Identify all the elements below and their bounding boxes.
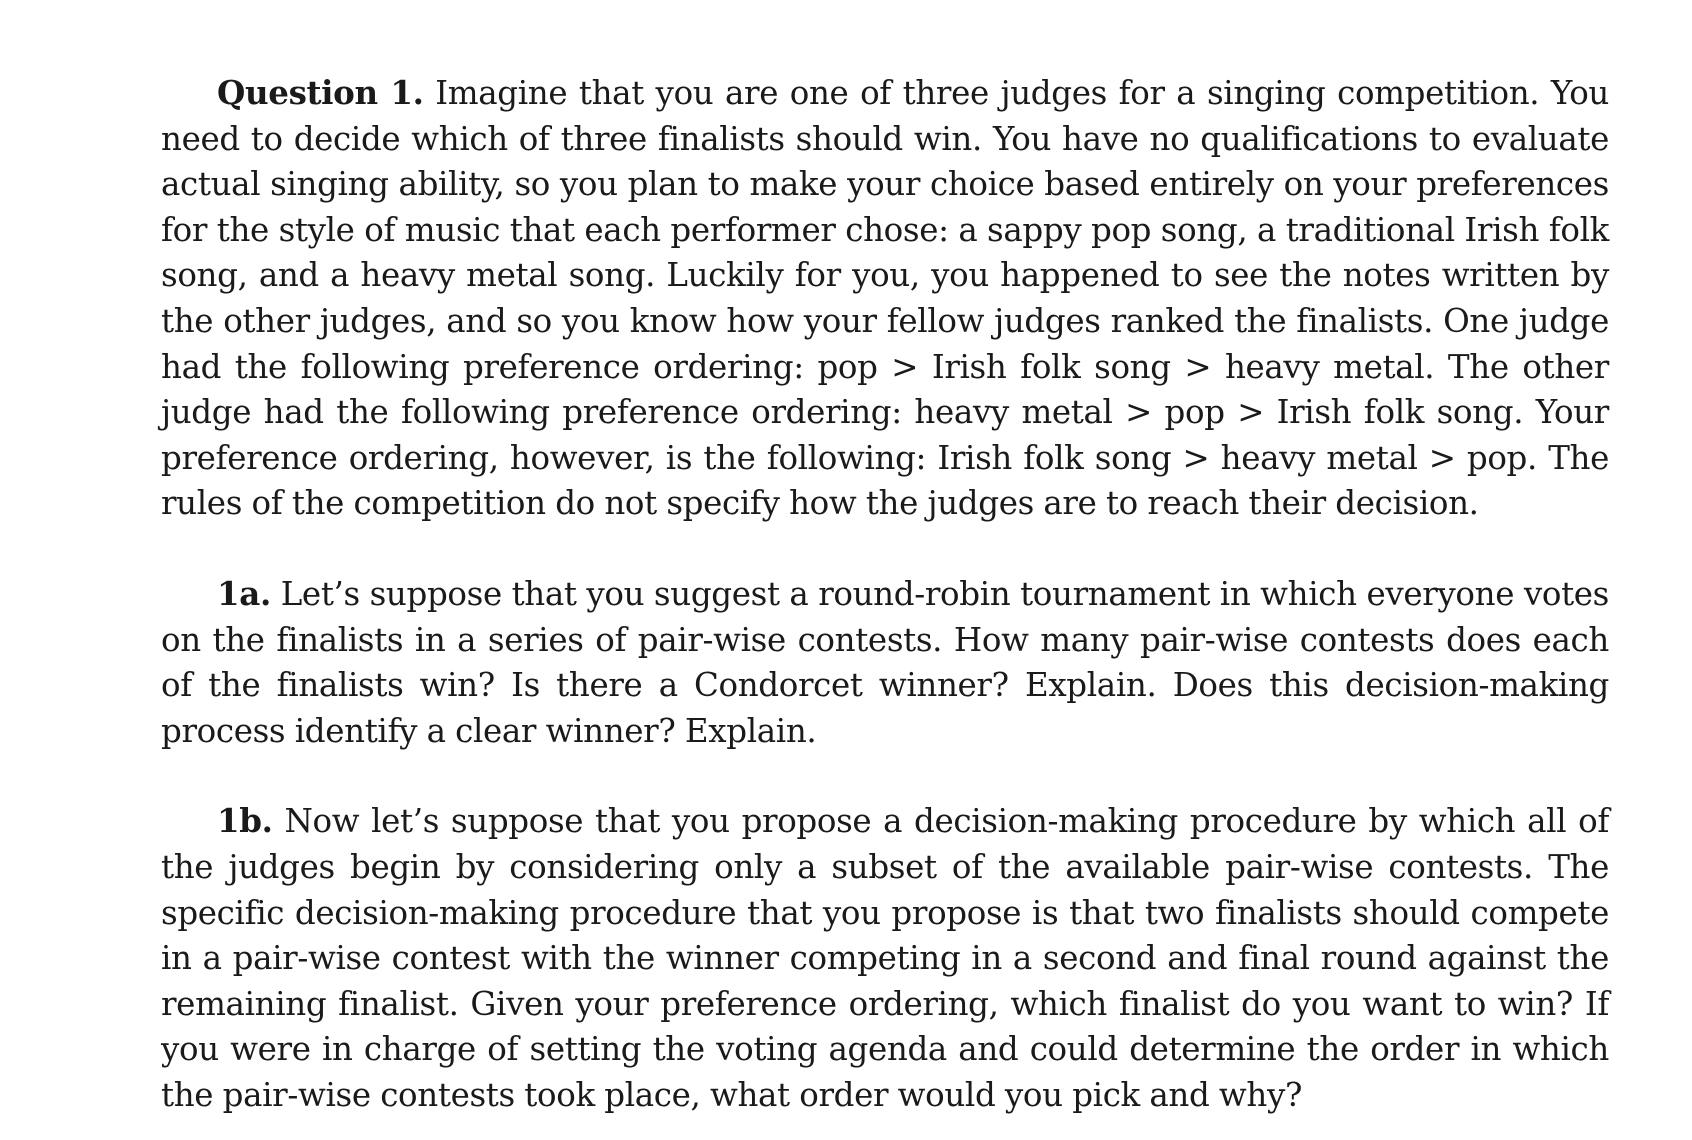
question-text: Imagine that you are one of three judges for a singing competition. You need to decide which of three finalists should win. You have no qualifications to evaluate actual singing ability, so you plan to make your choice based entirely on your preferences for the style of music that each performer chose: a sappy pop song, a traditional Irish folk song, and a heavy metal song. Luckily for you, you happened to see the notes written by the other judges, and so you know how your fellow judges ranked the finalists. One judge had the following preference ordering: pop > Irish folk song > heavy metal. The other judge had the following preference ordering: heavy metal > pop > Irish folk song. Your preference ordering, however, is the following: Irish folk song > heavy metal > pop. The rules of the competition do not specify how the judges are to reach their decision.: [161, 74, 1609, 523]
question-paragraph: [161, 70, 1609, 527]
part-b-label: 1b.: [217, 801, 273, 841]
question-label: Question 1.: [217, 73, 424, 112]
part-b-paragraph: [161, 798, 1609, 1118]
part-a-paragraph: [161, 571, 1609, 754]
part-b-text: Now let’s suppose that you propose a decision-making procedure by which all of the judges begin by considering only a subset of the available pair-wise contests. The specific decision-making procedure that you propose is that two finalists should compete in a pair-wise contest with the winner competing in a second and final round against the remaining finalist. Given your preference ordering, which finalist do you want to win? If you were in charge of setting the voting agenda and could determine the order in which the pair-wise contests took place, what order would you pick and why?: [161, 802, 1609, 1114]
part-a-text: Let’s suppose that you suggest a round-robin tournament in which everyone votes on the finalists in a series of pair-wise contests. How many pair-wise contests does each of the finalists win? Is there a Condorcet winner? Explain. Does this decision-making process identify a clear winner? Explain.: [161, 574, 1609, 750]
part-a-label: 1a.: [217, 573, 271, 613]
document-page: [161, 70, 1609, 1118]
